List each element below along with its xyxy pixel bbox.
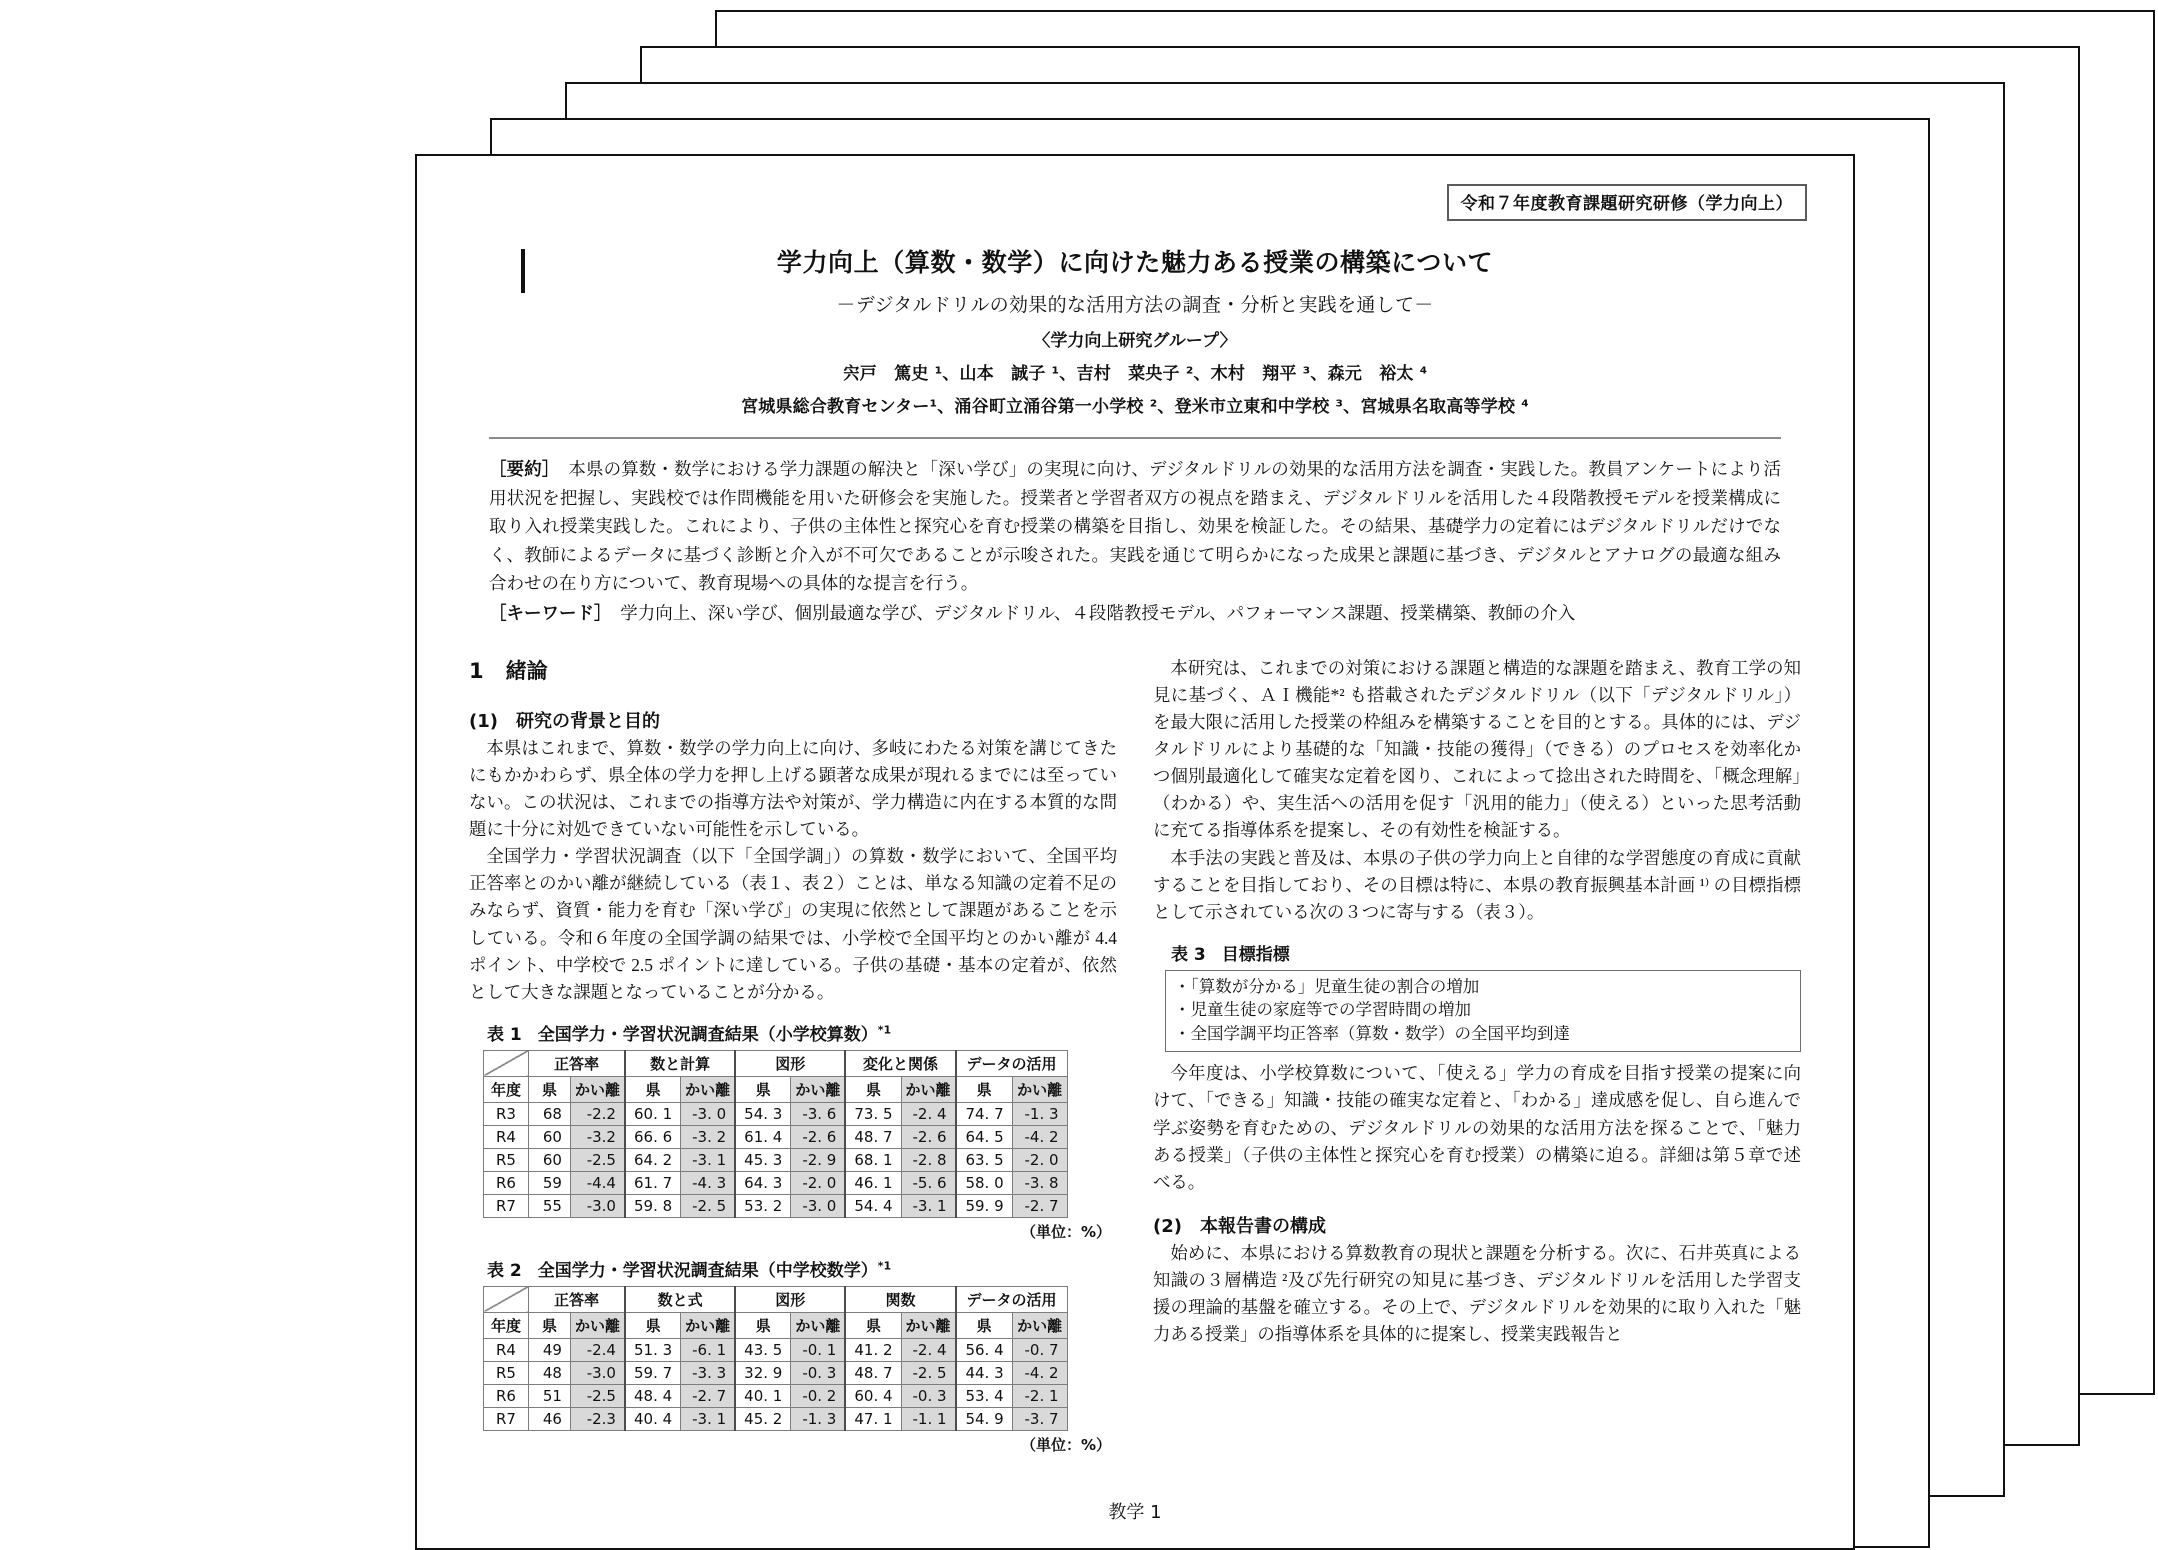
table1-body <box>484 1102 1068 1217</box>
table-cell-value: 66. 6 <box>625 1125 681 1148</box>
table-row <box>484 1194 1068 1217</box>
table-cell-value: 64. 2 <box>625 1148 681 1171</box>
table-cell-value: 48. 7 <box>845 1125 901 1148</box>
table-cell-gap: -2. 6 <box>901 1125 956 1148</box>
table-cell-value: 60 <box>528 1125 570 1148</box>
table-cell-gap: -0. 7 <box>1012 1338 1067 1361</box>
table-cell-gap: -2. 4 <box>901 1102 956 1125</box>
table-group-header: 変化と関係 <box>845 1050 955 1076</box>
table-cell-gap: -3. 7 <box>1012 1407 1067 1430</box>
table3-caption-number: 表 3 <box>1171 944 1206 965</box>
table-cell-value: 58. 0 <box>956 1171 1013 1194</box>
table-cell-value: 53. 4 <box>956 1384 1013 1407</box>
page-subtitle: －デジタルドリルの効果的な活用方法の調査・分析と実践を通して－ <box>836 294 1434 316</box>
table-sub-header: かい離 <box>570 1312 625 1338</box>
table-sub-header: 県 <box>528 1312 570 1338</box>
affiliations-list: 宮城県総合教育センター¹、涌谷町立涌谷第一小学校 ²、登米市立東和中学校 ³、宮城県名取高等学校 ⁴ <box>741 396 1529 417</box>
table-cell-value: 40. 1 <box>735 1384 791 1407</box>
table-cell-gap: -6. 1 <box>681 1338 736 1361</box>
goal-item: ・「算数が分かる」児童生徒の割合の増加 <box>1174 976 1480 996</box>
title-block <box>463 247 1807 417</box>
authors-list: 宍戸 篤史 ¹、山本 誠子 ¹、吉村 菜央子 ²、木村 翔平 ³、森元 裕太 ⁴ <box>842 363 1428 384</box>
table-cell-value: 68. 1 <box>845 1148 901 1171</box>
table-cell-value: 73. 5 <box>845 1102 901 1125</box>
table-cell-gap: -0. 1 <box>791 1338 846 1361</box>
table-cell-value: 43. 5 <box>735 1338 791 1361</box>
table-cell-gap: -2. 0 <box>1012 1148 1067 1171</box>
keywords-paragraph <box>489 599 1781 628</box>
table2-unit: （単位：%） <box>1020 1435 1111 1454</box>
table-row <box>484 1361 1068 1384</box>
table2-body <box>484 1338 1068 1430</box>
table-row <box>484 1171 1068 1194</box>
table-cell-year: R7 <box>484 1194 529 1217</box>
research-group-label: 〈学力向上研究グループ〉 <box>1033 330 1237 351</box>
left-column <box>469 655 1117 1455</box>
page-footer: 教学 1 <box>1108 1502 1162 1523</box>
table-cell-value: 51. 3 <box>625 1338 681 1361</box>
table-group-header: 数と式 <box>625 1286 735 1312</box>
table-row <box>484 1102 1068 1125</box>
header-chip-label: 令和７年度教育課題研究研修（学力向上） <box>1447 184 1808 221</box>
table-cell-gap: -3.0 <box>570 1194 625 1217</box>
table-sub-header: かい離 <box>681 1312 736 1338</box>
table1-caption <box>487 1020 1117 1045</box>
paragraph-1-1-b: 全国学力・学習状況調査（以下「全国学調」）の算数・数学において、全国平均正答率とのかい離が継続している（表１、表２）ことは、単なる知識の定着不足のみならず、資質・能力を育む「深い学び」の実現に依然として課題があることを示している。令和６年度の全国学調の結果では、小学校で全国平均とのかい離が 4.4 ポイント、中学校で 2.5 ポイントに達している。子供の基礎・基本の定着が、依然として大きな課題となっていることが分かる。 <box>469 846 1117 1002</box>
table-sub-header: 県 <box>956 1076 1013 1102</box>
table-sub-header: かい離 <box>901 1076 956 1102</box>
table-sub-header: 県 <box>735 1076 791 1102</box>
table-cell-gap: -4.4 <box>570 1171 625 1194</box>
table-year-header: 年度 <box>484 1076 529 1102</box>
table2-caption-text: 全国学力・学習状況調査結果（中学校数学） <box>537 1260 878 1281</box>
table-group-header: データの活用 <box>956 1050 1068 1076</box>
table-3 <box>1165 970 1801 1052</box>
table-cell-gap: -3. 0 <box>681 1102 736 1125</box>
table-cell-year: R7 <box>484 1407 529 1430</box>
table2-head <box>484 1286 1068 1338</box>
table-cell-value: 48 <box>528 1361 570 1384</box>
table-sub-header: かい離 <box>791 1312 846 1338</box>
body-columns <box>463 655 1807 1455</box>
page-title: 学力向上（算数・数学）に向けた魅力ある授業の構築について <box>776 248 1494 277</box>
table-cell-value: 60. 1 <box>625 1102 681 1125</box>
table-cell-year: R5 <box>484 1148 529 1171</box>
abstract-text: 本県の算数・数学における学力課題の解決と「深い学び」の実現に向け、デジタルドリルの効果的な活用方法を調査・実践した。教員アンケートにより活用状況を把握し、実践校では作問機能を用いた研修会を実施した。授業者と学習者双方の視点を踏まえ、デジタルドリルを活用した４段階教授モデルを授業構成に取り入れ授業実践した。これにより、子供の主体性と探究心を育む授業の構築を目指し、効果を検証した。その結果、基礎学力の定着にはデジタルドリルだけでなく、教師によるデータに基づく診断と介入が不可欠であることが示唆された。実践を通じて明らかになった成果と課題に基づき、デジタルとアナログの最適な組み合わせの在り方について、教育現場への具体的な提言を行う。 <box>489 458 1781 593</box>
table-row <box>484 1338 1068 1361</box>
table-cell-value: 61. 4 <box>735 1125 791 1148</box>
table-cell-gap: -4. 2 <box>1012 1125 1067 1148</box>
table-cell-value: 68 <box>528 1102 570 1125</box>
table-cell-gap: -2. 7 <box>1012 1194 1067 1217</box>
table-cell-value: 59. 9 <box>956 1194 1013 1217</box>
table-cell-value: 48. 4 <box>625 1384 681 1407</box>
table-sub-header: 県 <box>625 1312 681 1338</box>
table-cell-value: 60 <box>528 1148 570 1171</box>
table-cell-value: 59 <box>528 1171 570 1194</box>
table-cell-gap: -2. 9 <box>791 1148 846 1171</box>
table-cell-year: R4 <box>484 1338 529 1361</box>
table-cell-gap: -2.2 <box>570 1102 625 1125</box>
table-sub-header: 県 <box>845 1312 901 1338</box>
table-cell-gap: -2. 5 <box>901 1361 956 1384</box>
table1-caption-text: 全国学力・学習状況調査結果（小学校算数） <box>537 1024 878 1045</box>
table-cell-value: 48. 7 <box>845 1361 901 1384</box>
table-cell-year: R6 <box>484 1384 529 1407</box>
table-cell-value: 56. 4 <box>956 1338 1013 1361</box>
table1-caption-footnote: *1 <box>877 1023 892 1037</box>
title-accent-bar <box>521 249 525 293</box>
table-cell-value: 44. 3 <box>956 1361 1013 1384</box>
subsection-heading-1-2: (2) 本報告書の構成 <box>1153 1215 1326 1237</box>
table-cell-gap: -3.0 <box>570 1361 625 1384</box>
table-cell-value: 54. 3 <box>735 1102 791 1125</box>
table1-unit: （単位：%） <box>1020 1222 1111 1241</box>
table-cell-gap: -1. 3 <box>791 1407 846 1430</box>
table-cell-gap: -1. 1 <box>901 1407 956 1430</box>
keywords-label: ［キーワード］ <box>489 604 603 625</box>
table-cell-year: R6 <box>484 1171 529 1194</box>
table-cell-gap: -0. 3 <box>791 1361 846 1384</box>
table2-caption-footnote: *1 <box>877 1259 892 1273</box>
table2-caption-number: 表 2 <box>487 1260 522 1281</box>
table-cell-gap: -5. 6 <box>901 1171 956 1194</box>
document-header <box>463 184 1807 221</box>
table1-head <box>484 1050 1068 1102</box>
table-cell-value: 46 <box>528 1407 570 1430</box>
table-cell-value: 41. 2 <box>845 1338 901 1361</box>
table-cell-value: 51 <box>528 1384 570 1407</box>
table-row <box>484 1384 1068 1407</box>
table-sub-header: 県 <box>845 1076 901 1102</box>
table-cell-value: 55 <box>528 1194 570 1217</box>
subsection-heading-1-1: (1) 研究の背景と目的 <box>469 710 660 732</box>
table-corner-cell <box>484 1050 529 1076</box>
table-cell-gap: -3. 1 <box>901 1194 956 1217</box>
table-cell-gap: -0. 3 <box>901 1384 956 1407</box>
table-cell-gap: -2. 4 <box>901 1338 956 1361</box>
paragraph-right-2: 本手法の実践と普及は、本県の子供の学力向上と自律的な学習態度の育成に貢献することを目指しており、その目標は特に、本県の教育振興基本計画 ¹⁾ の目標指標として示されている次の３つに寄与する（表３）。 <box>1153 847 1801 922</box>
table-cell-gap: -2. 7 <box>681 1384 736 1407</box>
table-cell-value: 64. 5 <box>956 1125 1013 1148</box>
table-row <box>484 1148 1068 1171</box>
table-cell-gap: -2. 5 <box>681 1194 736 1217</box>
table-cell-gap: -3. 8 <box>1012 1171 1067 1194</box>
table-cell-gap: -3. 0 <box>791 1194 846 1217</box>
table-cell-gap: -3.2 <box>570 1125 625 1148</box>
table-row <box>484 1125 1068 1148</box>
table-cell-value: 45. 2 <box>735 1407 791 1430</box>
table-cell-value: 59. 7 <box>625 1361 681 1384</box>
table-1 <box>483 1050 1068 1218</box>
table-cell-value: 60. 4 <box>845 1384 901 1407</box>
table-group-header: 図形 <box>735 1050 845 1076</box>
document-front-page <box>415 154 1855 1550</box>
table-cell-value: 49 <box>528 1338 570 1361</box>
table-cell-value: 46. 1 <box>845 1171 901 1194</box>
table-cell-gap: -1. 3 <box>1012 1102 1067 1125</box>
table-cell-value: 47. 1 <box>845 1407 901 1430</box>
right-column <box>1153 655 1801 1455</box>
table-sub-header: かい離 <box>570 1076 625 1102</box>
table-cell-gap: -2. 1 <box>1012 1384 1067 1407</box>
table-sub-header: 県 <box>735 1312 791 1338</box>
table-cell-gap: -4. 3 <box>681 1171 736 1194</box>
table-cell-year: R4 <box>484 1125 529 1148</box>
paragraph-right-1: 本研究は、これまでの対策における課題と構造的な課題を踏まえ、教育工学の知見に基づく、ＡＩ機能*² も搭載されたデジタルドリル（以下「デジタルドリル」）を最大限に活用した授業の枠組みを構築することを目的とする。具体的には、デジタルドリルにより基礎的な「知識・技能の獲得」（できる）のプロセスを効率化かつ個別最適化して確実な定着を図り、これによって捻出された時間を、「概念理解」（わかる）や、実生活への活用を促す「汎用的能力」（使える）といった思考活動に充てる指導体系を提案し、その有効性を検証する。 <box>1153 657 1801 841</box>
table-sub-header: かい離 <box>681 1076 736 1102</box>
table-cell-value: 54. 4 <box>845 1194 901 1217</box>
table1-caption-number: 表 1 <box>487 1024 522 1045</box>
table-cell-value: 64. 3 <box>735 1171 791 1194</box>
table-cell-value: 45. 3 <box>735 1148 791 1171</box>
keywords-text: 学力向上、深い学び、個別最適な学び、デジタルドリル、４段階教授モデル、パフォーマンス課題、授業構築、教師の介入 <box>620 603 1576 624</box>
table-cell-year: R3 <box>484 1102 529 1125</box>
table-cell-value: 32. 9 <box>735 1361 791 1384</box>
paragraph-right-3: 今年度は、小学校算数について、「使える」学力の育成を目指す授業の提案に向けて、「できる」知識・技能の確実な定着と、「わかる」達成感を促し、自ら進んで学ぶ姿勢を育むための、デジタルドリルの効果的な活用方法を探ることで、「魅力ある授業」（子供の主体性と探究心を育む授業）の構築に迫る。詳細は第５章で述べる。 <box>1153 1063 1801 1192</box>
table-sub-header: かい離 <box>1012 1076 1067 1102</box>
table-sub-header: 県 <box>528 1076 570 1102</box>
table-sub-header: かい離 <box>901 1312 956 1338</box>
table-cell-gap: -3. 1 <box>681 1148 736 1171</box>
table-group-header: 数と計算 <box>625 1050 735 1076</box>
table-cell-value: 61. 7 <box>625 1171 681 1194</box>
paragraph-right-4: 始めに、本県における算数教育の現状と課題を分析する。次に、石井英真による知識の３層構造 ²及び先行研究の知見に基づき、デジタルドリルを活用した学習支援の理論的基盤を確立する。その上で、デジタルドリルを効果的に取り入れた「魅力ある授業」の指導体系を具体的に提案し、授業実践報告と <box>1153 1242 1801 1345</box>
goal-item: ・全国学調平均正答率（算数・数学）の全国平均到達 <box>1174 1023 1570 1043</box>
table-cell-gap: -3. 3 <box>681 1361 736 1384</box>
paragraph-1-1-a: 本県はこれまで、算数・数学の学力向上に向け、多岐にわたる対策を講じてきたにもかかわらず、県全体の学力を押し上げる顕著な成果が現れるまでには至っていない。この状況は、これまでの指導方法や対策が、学力構造に内在する本質的な問題に十分に対処できていない可能性を示している。 <box>469 737 1117 839</box>
table-2 <box>483 1286 1068 1431</box>
table-group-header: データの活用 <box>956 1286 1068 1312</box>
table-cell-gap: -2. 8 <box>901 1148 956 1171</box>
table-cell-gap: -3. 1 <box>681 1407 736 1430</box>
table-cell-gap: -2. 0 <box>791 1171 846 1194</box>
header-divider <box>489 437 1781 439</box>
table3-caption <box>1171 940 1801 965</box>
table-sub-header: 県 <box>625 1076 681 1102</box>
table-group-header: 関数 <box>845 1286 955 1312</box>
table-row <box>484 1407 1068 1430</box>
table-cell-gap: -3. 2 <box>681 1125 736 1148</box>
abstract-paragraph <box>489 455 1781 598</box>
abstract-label: ［要約］ <box>489 459 551 480</box>
table-sub-header: かい離 <box>1012 1312 1067 1338</box>
table-corner-cell <box>484 1286 529 1312</box>
table-cell-value: 59. 8 <box>625 1194 681 1217</box>
table-group-header: 正答率 <box>528 1050 625 1076</box>
table-cell-gap: -2.5 <box>570 1148 625 1171</box>
table2-caption <box>487 1256 1117 1281</box>
table-cell-value: 54. 9 <box>956 1407 1013 1430</box>
table-cell-gap: -2. 6 <box>791 1125 846 1148</box>
table-cell-year: R5 <box>484 1361 529 1384</box>
table-cell-gap: -2.5 <box>570 1384 625 1407</box>
goal-item: ・児童生徒の家庭等での学習時間の増加 <box>1174 1000 1471 1020</box>
table-group-header: 図形 <box>735 1286 845 1312</box>
table-cell-gap: -4. 2 <box>1012 1361 1067 1384</box>
section-title: 緒論 <box>505 658 548 683</box>
section-number: 1 <box>469 658 484 683</box>
table-sub-header: かい離 <box>791 1076 846 1102</box>
table-cell-gap: -3. 6 <box>791 1102 846 1125</box>
table-cell-gap: -2.4 <box>570 1338 625 1361</box>
table-cell-value: 63. 5 <box>956 1148 1013 1171</box>
table-cell-gap: -0. 2 <box>791 1384 846 1407</box>
table3-caption-text: 目標指標 <box>1221 944 1290 965</box>
table-cell-value: 53. 2 <box>735 1194 791 1217</box>
abstract-block <box>489 455 1781 629</box>
table-year-header: 年度 <box>484 1312 529 1338</box>
section-heading-1 <box>469 655 1117 685</box>
table-cell-value: 40. 4 <box>625 1407 681 1430</box>
table-group-header: 正答率 <box>528 1286 625 1312</box>
table-cell-gap: -2.3 <box>570 1407 625 1430</box>
table-sub-header: 県 <box>956 1312 1013 1338</box>
table-cell-value: 74. 7 <box>956 1102 1013 1125</box>
